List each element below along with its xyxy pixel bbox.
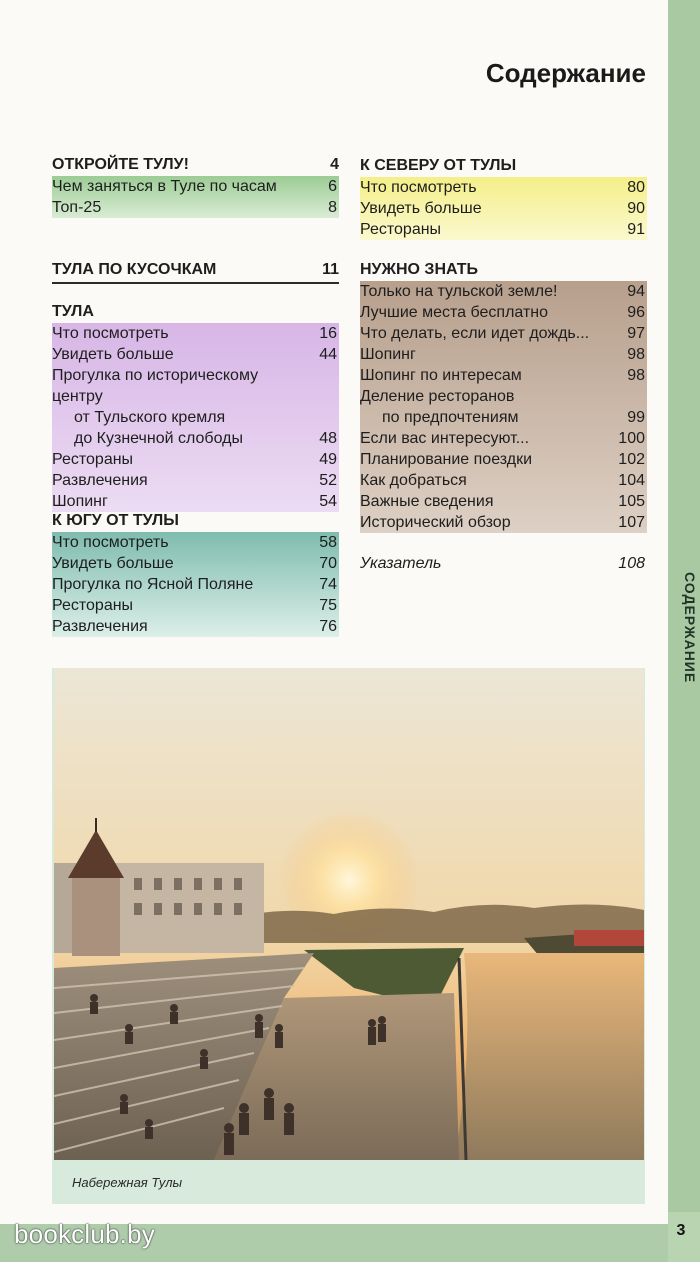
entry-label: Прогулка по Ясной Поляне (52, 576, 254, 593)
entry-label: Если вас интересуют... (360, 430, 530, 447)
toc-entry[interactable] (360, 323, 647, 344)
toc-entry[interactable] (360, 449, 647, 470)
entry-page: 8 (328, 199, 337, 216)
entry-page: 105 (618, 493, 645, 510)
entry-page: 107 (618, 514, 645, 531)
entry-page: 6 (328, 178, 337, 195)
toc-section-heading[interactable] (360, 155, 647, 177)
entry-label: Шопинг (52, 493, 108, 510)
entry-label: Рестораны (52, 597, 134, 614)
toc-left-column (52, 154, 339, 218)
entry-page: 90 (627, 200, 645, 217)
section-page: 4 (330, 156, 339, 173)
toc-left-column-part2 (52, 259, 339, 284)
section-page: 11 (322, 261, 339, 278)
toc-section-heading[interactable] (52, 301, 339, 323)
toc-entry[interactable] (360, 302, 647, 323)
entry-page: 70 (319, 555, 337, 572)
watermark: bookclub.by (14, 1219, 155, 1249)
toc-entry[interactable] (52, 595, 339, 616)
entry-label: Как добраться (360, 472, 467, 489)
entry-label: Рестораны (360, 221, 442, 238)
entry-page: 52 (319, 472, 337, 489)
entry-label: Увидеть больше (52, 555, 174, 572)
toc-entry[interactable] (52, 574, 339, 595)
entry-label: Важные сведения (360, 493, 494, 510)
entry-label-line: от Тульского кремля (74, 409, 226, 426)
entry-page: 94 (627, 283, 645, 300)
entry-page: 98 (627, 367, 645, 384)
section-title: НУЖНО ЗНАТЬ (360, 261, 479, 278)
toc-entry[interactable] (52, 470, 339, 491)
entry-label: Что делать, если идет дождь... (360, 325, 590, 342)
section-title: ТУЛА (52, 303, 94, 320)
photo-caption: Набережная Тулы (72, 1175, 183, 1190)
toc-entry[interactable] (52, 491, 339, 512)
toc-entry[interactable] (360, 344, 647, 365)
toc-left-column-part4 (52, 510, 339, 637)
toc-entry[interactable] (52, 197, 339, 218)
entry-page: 80 (627, 179, 645, 196)
entry-label-line: Прогулка по историческому центру (52, 367, 259, 405)
entry-page: 98 (627, 346, 645, 363)
entry-label: Шопинг по интересам (360, 367, 522, 384)
toc-left-column-part3 (52, 301, 339, 512)
toc-entry[interactable] (52, 553, 339, 574)
entry-page: 48 (319, 430, 337, 447)
section-title: ОТКРОЙТЕ ТУЛУ! (52, 156, 189, 173)
entry-label: Только на тульской земле! (360, 283, 558, 300)
page-title: Содержание (485, 58, 646, 88)
toc-entry[interactable] (360, 470, 647, 491)
embankment-photo (54, 668, 644, 1160)
toc-section-heading[interactable] (52, 154, 339, 176)
entry-page: 96 (627, 304, 645, 321)
page-number: 3 (676, 1222, 686, 1239)
toc-entry[interactable] (360, 198, 647, 219)
section-title: К ЮГУ ОТ ТУЛЫ (52, 512, 179, 529)
toc-section-heading[interactable] (360, 259, 647, 281)
entry-label: Что посмотреть (52, 325, 169, 342)
entry-label: Развлечения (52, 618, 148, 635)
toc-entry[interactable] (360, 386, 647, 428)
toc-entry[interactable] (52, 323, 339, 344)
toc-right-column-part2 (360, 259, 647, 574)
entry-page: 91 (627, 221, 645, 238)
entry-page: 97 (627, 325, 645, 342)
entry-page: 108 (618, 555, 645, 572)
toc-entry[interactable] (52, 176, 339, 197)
toc-entry[interactable] (52, 616, 339, 637)
toc-entry[interactable] (52, 365, 339, 449)
toc-entry[interactable] (52, 449, 339, 470)
entry-label-line: до Кузнечной слободы (74, 430, 243, 447)
entry-page: 102 (618, 451, 645, 468)
entry-page: 49 (319, 451, 337, 468)
toc-entry[interactable] (360, 491, 647, 512)
entry-page: 44 (319, 346, 337, 363)
toc-right-column (360, 155, 647, 240)
entry-label-line: по предпочтениям (382, 409, 519, 426)
toc-entry[interactable] (360, 219, 647, 240)
entry-label: Планирование поездки (360, 451, 533, 468)
entry-page: 100 (618, 430, 645, 447)
entry-label: Развлечения (52, 472, 148, 489)
entry-page: 76 (319, 618, 337, 635)
toc-entry[interactable] (360, 512, 647, 533)
entry-page: 16 (319, 325, 337, 342)
entry-label: Шопинг (360, 346, 416, 363)
toc-entry[interactable] (360, 365, 647, 386)
entry-page: 54 (319, 493, 337, 510)
toc-section-heading[interactable] (52, 510, 339, 532)
entry-label: Чем заняться в Туле по часам (52, 178, 277, 195)
toc-entry[interactable] (360, 281, 647, 302)
entry-label: Что посмотреть (360, 179, 477, 196)
toc-entry[interactable] (360, 428, 647, 449)
entry-label: Указатель (360, 555, 442, 572)
entry-page: 99 (627, 409, 645, 426)
toc-index-entry[interactable] (360, 553, 647, 574)
toc-entry[interactable] (52, 344, 339, 365)
entry-page: 75 (319, 597, 337, 614)
entry-label: Рестораны (52, 451, 134, 468)
entry-label: Исторический обзор (360, 514, 511, 531)
section-title: К СЕВЕРУ ОТ ТУЛЫ (360, 157, 517, 174)
section-title: ТУЛА ПО КУСОЧКАМ (52, 261, 217, 278)
entry-page: 74 (319, 576, 337, 593)
entry-page: 58 (319, 534, 337, 551)
entry-label: Топ-25 (52, 199, 102, 216)
entry-label: Увидеть больше (360, 200, 482, 217)
toc-entry[interactable] (52, 532, 339, 553)
entry-label: Что посмотреть (52, 534, 169, 551)
toc-entry[interactable] (360, 177, 647, 198)
entry-label-line: Деление ресторанов (360, 388, 515, 405)
toc-section-heading[interactable] (52, 259, 339, 284)
entry-label: Увидеть больше (52, 346, 174, 363)
side-section-label: СОДЕРЖАНИЕ (682, 572, 698, 684)
entry-label: Лучшие места бесплатно (360, 304, 549, 321)
entry-page: 104 (618, 472, 645, 489)
